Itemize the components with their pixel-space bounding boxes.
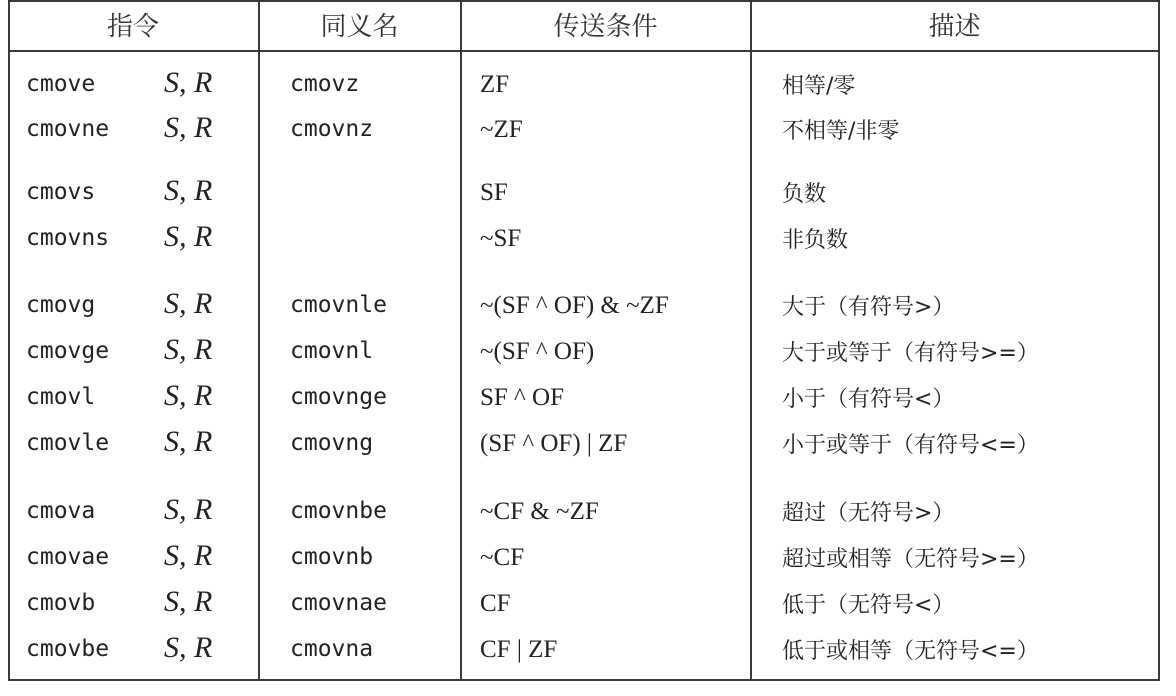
instruction-cell: cmovge (26, 338, 110, 364)
description-cell: 大于或等于（有符号>=） (782, 341, 1039, 366)
synonym-cell: cmovnl (290, 338, 374, 364)
operand-label: S, R (164, 585, 213, 618)
description-cell: 超过（无符号>） (782, 501, 955, 526)
condition-cell: ZF (480, 71, 510, 98)
synonym-cell: cmovng (290, 430, 374, 456)
synonym-cell: cmovnle (290, 292, 387, 318)
header-divider (8, 50, 1160, 52)
operand-label: S, R (164, 220, 213, 253)
description-cell: 小于（有符号<） (782, 387, 955, 412)
column-divider-2 (460, 0, 462, 681)
operand-label: S, R (164, 66, 213, 99)
synonym-cell: cmovnae (290, 590, 387, 616)
description-cell: 非负数 (782, 228, 849, 253)
description-cell: 负数 (782, 182, 827, 207)
operand-label: S, R (164, 493, 213, 526)
condition-cell: ~CF (480, 544, 525, 571)
instruction-cell: cmovl (26, 384, 96, 410)
synonym-cell: cmovnge (290, 384, 387, 410)
condition-cell: ~SF (480, 225, 522, 252)
table-top-border (8, 0, 1160, 2)
condition-cell: ~CF & ~ZF (480, 498, 599, 525)
table-right-border (1158, 0, 1160, 681)
instruction-cell: cmove (26, 71, 96, 97)
operand-label: S, R (164, 333, 213, 366)
description-cell: 不相等/非零 (782, 119, 900, 144)
description-cell: 低于（无符号<） (782, 593, 955, 618)
synonym-cell: cmovz (290, 71, 360, 97)
condition-cell: (SF ^ OF) | ZF (480, 430, 628, 457)
synonym-cell: cmovnb (290, 544, 374, 570)
description-cell: 相等/零 (782, 74, 856, 99)
condition-cell: SF ^ OF (480, 384, 564, 411)
description-cell: 低于或相等（无符号<=） (782, 639, 1039, 664)
description-cell: 大于（有符号>） (782, 295, 955, 320)
table-left-border (8, 0, 10, 681)
condition-cell: CF | ZF (480, 636, 558, 663)
synonym-cell: cmovnz (290, 116, 374, 142)
operand-label: S, R (164, 425, 213, 458)
instruction-cell: cmovae (26, 544, 110, 570)
description-cell: 小于或等于（有符号<=） (782, 433, 1039, 458)
synonym-cell: cmovnbe (290, 498, 387, 524)
header-description: 描述 (928, 12, 981, 42)
operand-label: S, R (164, 379, 213, 412)
instruction-cell: cmovb (26, 590, 96, 616)
instruction-cell: cmova (26, 498, 96, 524)
column-divider-3 (750, 0, 752, 681)
condition-cell: SF (480, 179, 508, 206)
operand-label: S, R (164, 631, 213, 664)
header-synonym: 同义名 (320, 12, 399, 42)
instruction-cell: cmovs (26, 179, 96, 205)
header-instruction: 指令 (106, 12, 159, 42)
header-condition: 传送条件 (553, 12, 658, 42)
instruction-cell: cmovle (26, 430, 110, 456)
description-cell: 超过或相等（无符号>=） (782, 547, 1039, 572)
instruction-cell: cmovg (26, 292, 96, 318)
table-bottom-border (8, 679, 1160, 681)
operand-label: S, R (164, 174, 213, 207)
condition-cell: CF (480, 590, 511, 617)
operand-label: S, R (164, 111, 213, 144)
column-divider-1 (258, 0, 260, 681)
instruction-table (8, 0, 1160, 682)
instruction-cell: cmovbe (26, 636, 110, 662)
operand-label: S, R (164, 287, 213, 320)
synonym-cell: cmovna (290, 636, 374, 662)
operand-label: S, R (164, 539, 213, 572)
condition-cell: ~ZF (480, 116, 523, 143)
condition-cell: ~(SF ^ OF) & ~ZF (480, 292, 669, 319)
instruction-cell: cmovns (26, 225, 110, 251)
instruction-cell: cmovne (26, 116, 110, 142)
condition-cell: ~(SF ^ OF) (480, 338, 595, 365)
